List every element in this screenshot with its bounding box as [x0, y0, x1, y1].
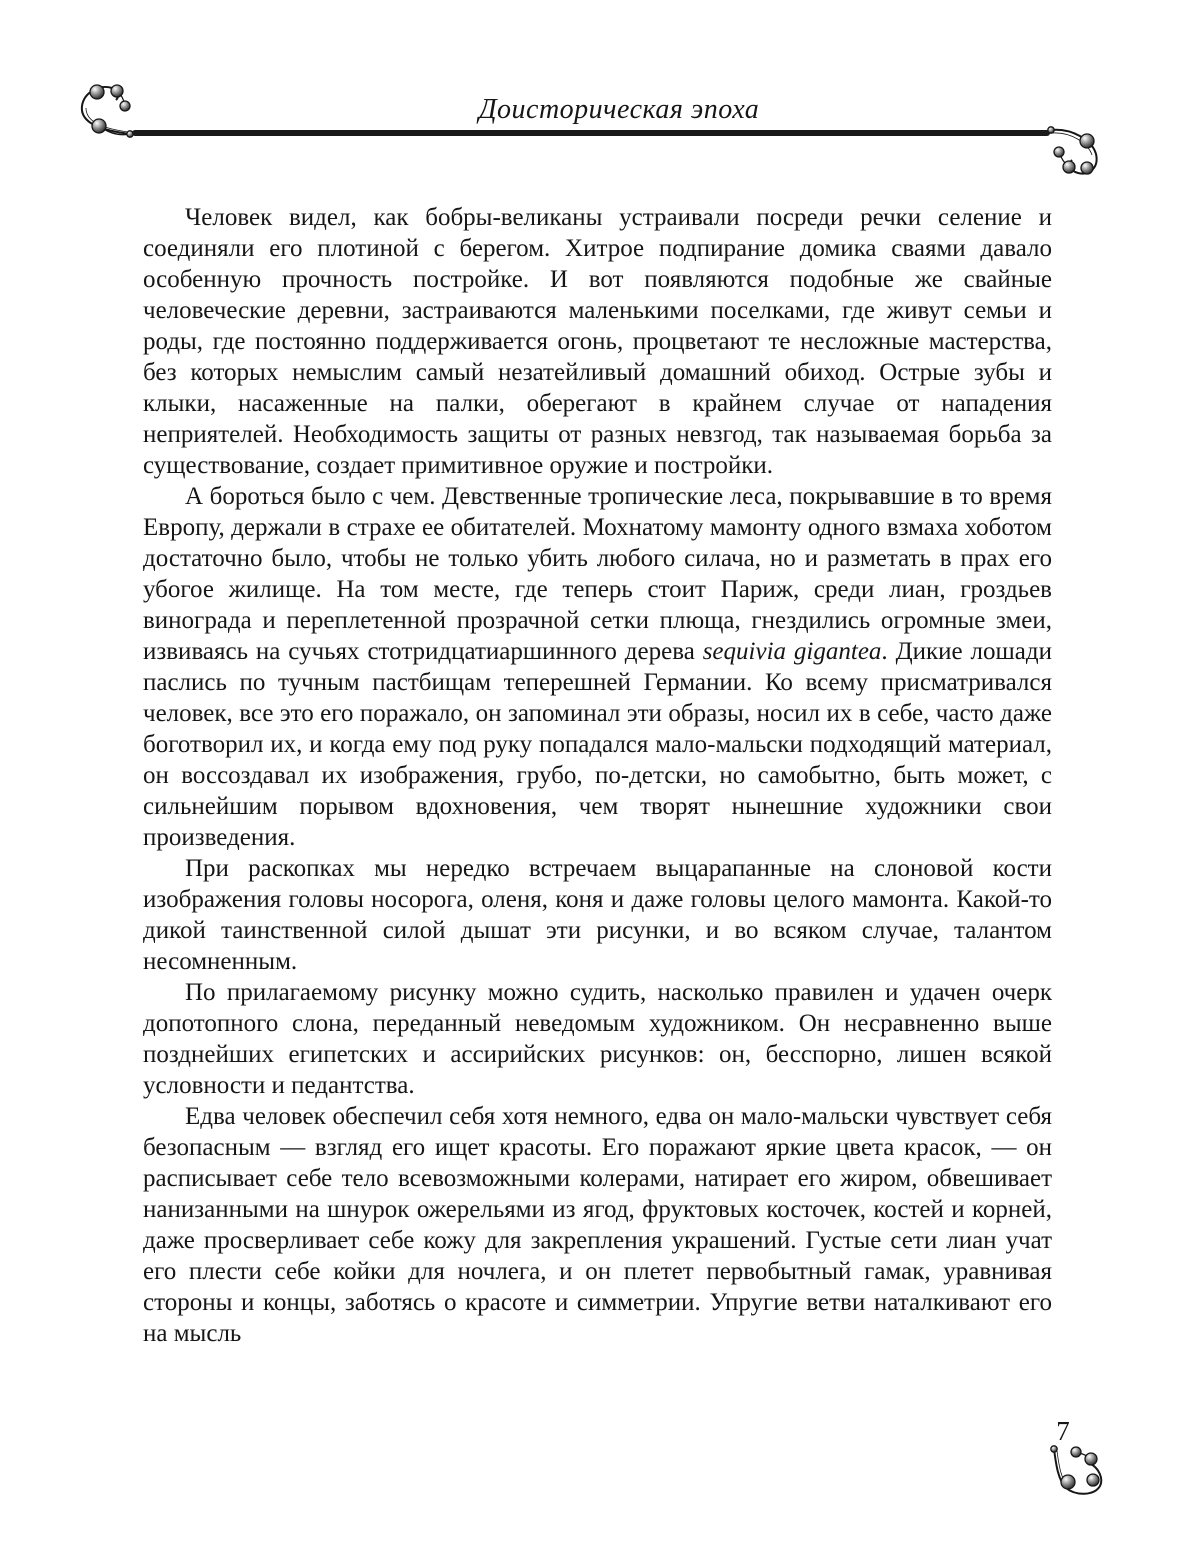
paragraph-text: А бороться было с чем. Девственные тропические леса, покрывавшие в то время Европу, держали в страхе ее обитателей. Мохнатому мамонту одного взмаха хоботом достаточно было, чтобы не только убить любого силача, но и разметать в прах его убогое жилище. На том месте, где теперь стоит Париж, среди лиан, гроздьев винограда и переплетенной прозрачной сетки плюща, гнездились огромные змеи, извиваясь на сучьях стотридцатиаршинного дерева — [143, 483, 1052, 665]
paragraph-text: По прилагаемому рисунку можно судить, насколько правилен и удачен очерк допотопного слона, переданный неведомым художником. Он несравненно выше позднейших египетских и ассирийских рисунков: он, бесспорно, лишен всякой условности и педантства. — [143, 979, 1052, 1099]
vine-flourish-top-left-icon — [78, 80, 136, 140]
paragraph-text: При раскопках мы нередко встречаем выцарапанные на слоновой кости изображения головы носорога, оленя, коня и даже головы целого мамонта. Какой-то дикой таинственной силой дышат эти рисунки, и во всяком случае, талантом несомненным. — [143, 855, 1052, 975]
header-rule — [132, 130, 1050, 136]
body-text — [143, 202, 1052, 1349]
paragraph-text: Едва человек обеспечил себя хотя немного, едва он мало-мальски чувствует себя безопасным — взгляд его ищет красоты. Его поражают яркие цвета красок, — он расписывает себе тело всевозможными колерами, натирает его жиром, обвешивает нанизанными на шнурок ожерельями из ягод, фруктовых косточек, костей и корней, даже просверливает себе кожу для закрепления украшений. Густые сети лиан учат его плести себе койки для ночлега, и он плетет первобытный гамак, уравнивая стороны и концы, заботясь о красоте и симметрии. Упругие ветви наталкивают его на мысль — [143, 1103, 1052, 1347]
paragraph — [143, 1101, 1052, 1349]
vine-flourish-footer-right-icon — [1046, 1444, 1110, 1502]
paragraph-text: Человек видел, как бобры-великаны устраивали посреди речки селение и соединяли его плотиной с берегом. Хитрое подпирание домика сваями давало особенную прочность постройке. И вот появляются подобные же свайные человеческие деревни, застраиваются маленькими поселками, где живут семьи и роды, где постоянно поддерживается огонь, процветают те несложные мастерства, без которых немыслим самый незатейливый домашний обиход. Острые зубы и клыки, насаженные на палки, оберегают в крайнем случае от нападения неприятелей. Необходимость защиты от разных невзгод, так называемая борьба за существование, создает примитивное оружие и постройки. — [143, 204, 1052, 479]
paragraph — [143, 481, 1052, 853]
vine-flourish-header-right-icon — [1044, 124, 1106, 184]
paragraph-text: . Дикие лошади паслись по тучным пастбищам теперешней Германии. Ко всему присматривался человек, все это его поражало, он запоминал эти образы, носил их в себе, часто даже боготворил их, и когда ему под руку попадался мало-мальски подходящий материал, он воссоздавал их изображения, грубо, по-детски, но самобытно, быть может, с сильнейшим порывом вдохновения, чем творят нынешние художники свои произведения. — [143, 638, 1052, 851]
paragraph — [143, 202, 1052, 481]
paragraph — [143, 853, 1052, 977]
running-title: Доисторическая эпоха — [478, 94, 760, 125]
latin-species-name: sequivia gigantea — [702, 638, 882, 665]
paragraph — [143, 977, 1052, 1101]
page-number: 7 — [1056, 1416, 1070, 1446]
